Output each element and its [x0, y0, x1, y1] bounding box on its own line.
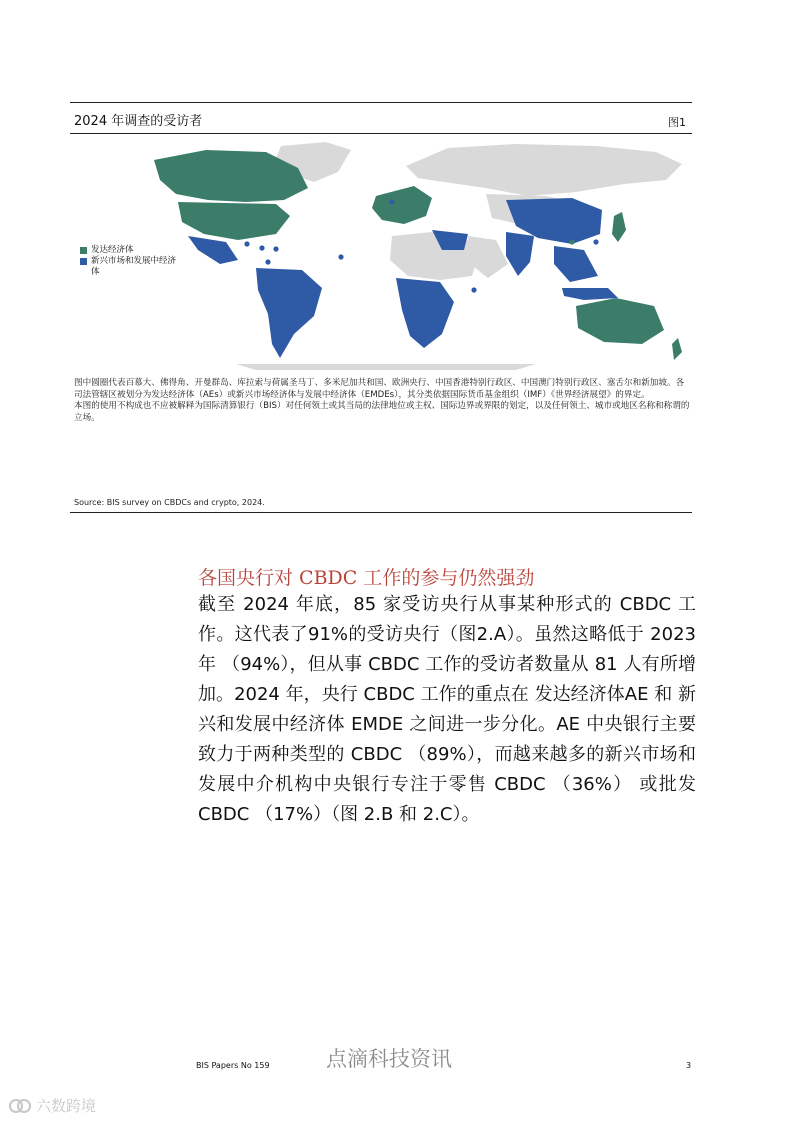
circle-marker — [265, 259, 270, 264]
circle-marker — [273, 246, 278, 251]
circle-marker — [471, 287, 476, 292]
legend-item-ae — [80, 245, 183, 256]
arabia-shape — [468, 236, 508, 278]
legend-label-emde: 新兴市场和发展中经济体 — [91, 256, 177, 277]
section-heading: 各国央行对 CBDC 工作的参与仍然强劲 — [198, 567, 535, 589]
corner-watermark-text: 六数跨境 — [36, 1097, 97, 1115]
antarctica-shape — [236, 364, 536, 370]
legend-swatch-ae — [80, 247, 87, 254]
circle-marker — [593, 239, 598, 244]
india-shape — [506, 232, 534, 276]
mexico-shape — [188, 236, 238, 264]
corner-watermark — [8, 1095, 96, 1116]
figure-title: 2024 年调查的受访者 — [74, 114, 203, 129]
circle-marker — [259, 245, 264, 250]
legend-item-emde — [80, 256, 183, 278]
circle-marker — [244, 241, 249, 246]
top-rule — [70, 102, 692, 103]
japan-shape — [612, 212, 626, 242]
figure-note-line: 本图的使用不构成也不应被解释为国际清算银行（BIS）对任何领土或其当局的法律地位或主权、国际边界或界限的划定，以及任何领土、城市或地区名称和称谓的立场。 — [74, 401, 690, 423]
circle-marker — [569, 239, 574, 244]
southeast-asia-shape — [554, 246, 598, 282]
usa-shape — [178, 202, 290, 240]
australia-shape — [576, 298, 664, 344]
footer-series: BIS Papers No 159 — [196, 1061, 270, 1070]
watermark-logo-icon — [8, 1098, 32, 1114]
legend-swatch-emde — [80, 258, 87, 265]
body-paragraph: 截至 2024 年底，85 家受访央行从事某种形式的 CBDC 工作。这代表了91%的受访央行（图2.A）。虽然这略低于 2023 年 （94%），但从事 CBDC 工作的受访者数量从 81 人有所增加。2024 年，央行 CBDC 工作的重点在 发达经济体AE 和 新兴和发展中经济体 EMDE 之间进一步分化。AE 中央银行主要致力于两种类型的 CBDC （89%），而越来越多的新兴市场和发展中介机构中央银行专注于零售 CBDC （36%） 或批发 CBDC （17%）（图 2.B 和 2.C）。 — [198, 594, 696, 825]
figure-note-line: 图中圆圈代表百慕大、佛得角、开曼群岛、库拉索与荷属圣马丁、多米尼加共和国、欧洲央行、中国香港特别行政区、中国澳门特别行政区、塞舌尔和新加坡。各司法管辖区被划分为发达经济体（AEs）或新兴市场经济体与发展中经济体（EMDEs），其分类依据国际货币基金组织（IMF）《世界经济展望》的界定。 — [74, 378, 685, 400]
circle-marker — [389, 199, 394, 204]
africa-shape — [396, 278, 454, 348]
south-america-shape — [256, 268, 322, 358]
footer-watermark: 点滴科技资讯 — [326, 1047, 452, 1071]
page-number: 3 — [686, 1061, 692, 1070]
figure-source: Source: BIS survey on CBDCs and crypto, 2024. — [74, 498, 265, 507]
indonesia-shape — [562, 288, 618, 300]
figure-number: 图1 — [668, 116, 686, 129]
figure-note — [74, 378, 690, 424]
russia-shape — [406, 144, 682, 196]
bottom-rule — [70, 512, 692, 513]
legend-label-ae: 发达经济体 — [91, 245, 134, 255]
nz-shape — [672, 338, 682, 360]
circle-marker — [338, 254, 343, 259]
map-legend — [80, 245, 183, 278]
europe-shape — [372, 186, 432, 224]
title-rule — [70, 133, 692, 134]
